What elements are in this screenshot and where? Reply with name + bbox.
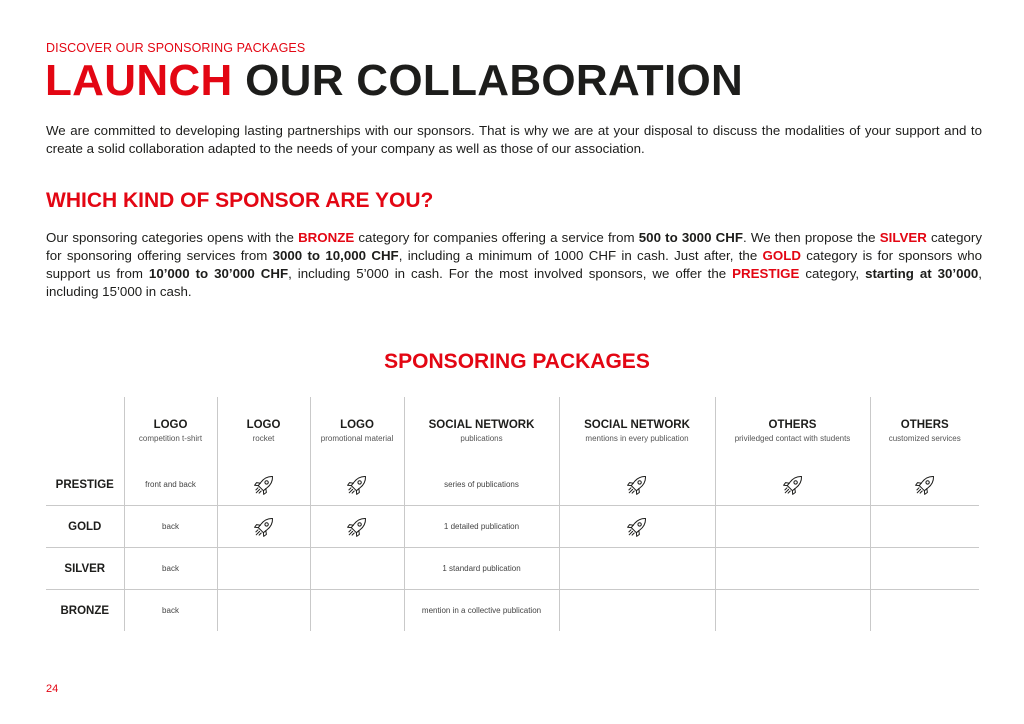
eyebrow-text: DISCOVER OUR SPONSORING PACKAGES <box>46 41 306 55</box>
section-heading: WHICH KIND OF SPONSOR ARE YOU? <box>46 189 434 212</box>
table-cell: series of publications <box>404 464 559 506</box>
table-cell: 1 detailed publication <box>404 506 559 548</box>
corner-cell <box>46 397 124 464</box>
row-label: SILVER <box>46 548 124 590</box>
rocket-icon <box>625 473 649 497</box>
rocket-icon <box>913 473 937 497</box>
rocket-icon <box>252 515 276 539</box>
table-cell <box>559 590 715 632</box>
row-label: GOLD <box>46 506 124 548</box>
table-cell <box>310 464 404 506</box>
column-header: SOCIAL NETWORK mentions in every publication <box>559 397 715 464</box>
table-cell <box>870 464 979 506</box>
table-cell <box>310 548 404 590</box>
table-header-row <box>46 397 979 464</box>
packages-title: SPONSORING PACKAGES <box>384 350 650 373</box>
table-cell: back <box>124 548 217 590</box>
table-row <box>46 590 979 632</box>
column-header: LOGO promotional material <box>310 397 404 464</box>
table-cell <box>870 506 979 548</box>
table-cell: back <box>124 590 217 632</box>
table-cell <box>559 464 715 506</box>
table-cell: back <box>124 506 217 548</box>
gold-label: GOLD <box>762 248 801 263</box>
intro-paragraph: We are committed to developing lasting partnerships with our sponsors. That is why we are at your disposal to discuss the modalities of your support and to create a solid collaboration adapted to the needs of your company as well as those of our association. <box>46 123 982 156</box>
table-row <box>46 506 979 548</box>
rocket-icon <box>252 473 276 497</box>
table-cell <box>217 590 310 632</box>
page-number: 24 <box>46 683 59 695</box>
silver-label: SILVER <box>879 230 927 245</box>
row-label: BRONZE <box>46 590 124 632</box>
table-cell: mention in a collective publication <box>404 590 559 632</box>
table-cell <box>715 548 870 590</box>
table-row <box>46 464 979 506</box>
bronze-range: 500 to 3000 CHF <box>638 230 743 245</box>
table-cell <box>870 590 979 632</box>
table-cell <box>715 506 870 548</box>
table-cell <box>870 548 979 590</box>
table-cell <box>310 506 404 548</box>
rocket-icon <box>625 515 649 539</box>
table-cell <box>559 548 715 590</box>
column-header: SOCIAL NETWORK publications <box>404 397 559 464</box>
prestige-range: starting at 30’000 <box>865 266 979 281</box>
table-cell <box>217 548 310 590</box>
column-header: LOGO rocket <box>217 397 310 464</box>
table-cell <box>217 464 310 506</box>
rocket-icon <box>781 473 805 497</box>
rocket-icon <box>345 473 369 497</box>
table-cell <box>715 464 870 506</box>
column-header: LOGO competition t-shirt <box>124 397 217 464</box>
prestige-label: PRESTIGE <box>732 266 800 281</box>
column-header: OTHERS customized services <box>870 397 979 464</box>
silver-range: 3000 to 10,000 CHF <box>272 248 399 263</box>
row-label: PRESTIGE <box>46 464 124 506</box>
rocket-icon <box>345 515 369 539</box>
title-highlight: LAUNCH <box>45 56 233 105</box>
categories-paragraph: Our sponsoring categories opens with the BRONZE category for companies offering a service from 500 to 3000 CHF. We then propose the SILVER category for sponsoring offering services from 3000 to 10,000 CHF, including a minimum of 1000 CHF in cash. Just after, the GOLD category is for sponsors who support us from 10’000 to 30’000 CHF, including 5’000 in cash. For the most involved sponsors, we offer the PRESTIGE category, starting at 30’000, including 15’000 in cash. <box>46 230 983 299</box>
table-row <box>46 548 979 590</box>
bronze-label: BRONZE <box>298 230 355 245</box>
table-cell <box>217 506 310 548</box>
table-cell <box>715 590 870 632</box>
table-cell <box>310 590 404 632</box>
table-cell <box>559 506 715 548</box>
packages-table <box>46 397 979 631</box>
column-header: OTHERS priviledged contact with students <box>715 397 870 464</box>
title-rest: OUR COLLABORATION <box>245 56 744 105</box>
gold-range: 10’000 to 30’000 CHF <box>148 266 289 281</box>
page-title <box>45 56 743 106</box>
table-cell: 1 standard publication <box>404 548 559 590</box>
table-cell: front and back <box>124 464 217 506</box>
